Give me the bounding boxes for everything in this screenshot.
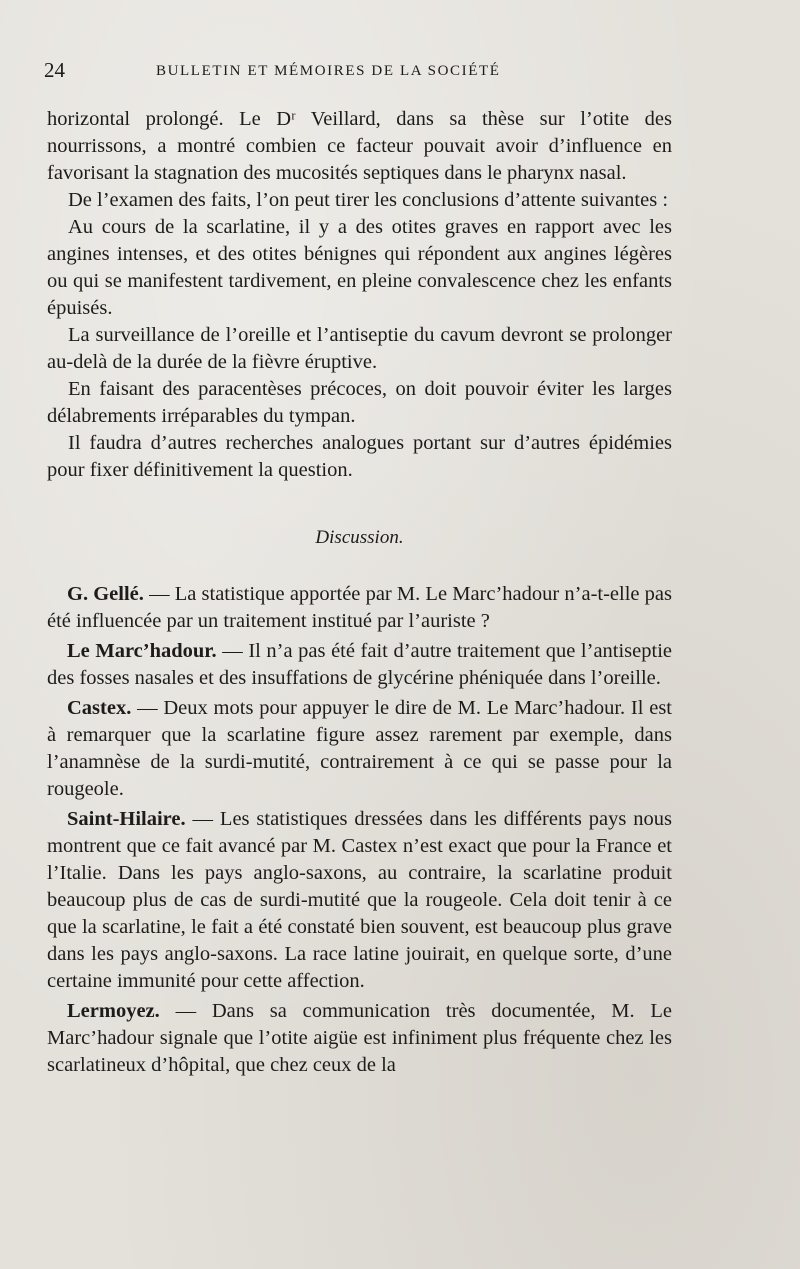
speaker-name: G. Gellé.	[67, 583, 144, 605]
discussion-heading: Discussion.	[315, 527, 404, 548]
page-header	[44, 58, 690, 88]
speaker-name: Saint-Hilaire.	[67, 808, 186, 830]
paragraph-conclusions-intro: De l’examen des faits, l’on peut tirer les conclusions d’attente suivantes :	[68, 189, 669, 211]
running-title: BULLETIN ET MÉMOIRES DE LA SOCIÉTÉ	[156, 63, 501, 79]
page-body	[47, 106, 672, 1082]
speaker-text: — La statistique apportée par M. Le Marc’hadour n’a-t-elle pas été influencée par un traitement institué par l’auriste ?	[47, 583, 672, 632]
paragraph-conclusion-otites: Au cours de la scarlatine, il y a des otites graves en rapport avec les angines intenses, et des otites bénignes qui répondent aux angines légères ou qui se manifestent tardivement, en pleine convalescence chez les enfants épuisés.	[47, 216, 672, 319]
discussion-entry-castex	[47, 695, 672, 803]
speaker-text: — Dans sa communication très documentée, M. Le Marc’hadour signale que l’otite aigüe est infiniment plus fréquente chez les scarlatineux d’hôpital, que chez ceux de la	[47, 1000, 672, 1076]
speaker-name: Lermoyez.	[67, 1000, 160, 1022]
page-number: 24	[44, 58, 65, 82]
discussion-entry-saint-hilaire	[47, 806, 672, 995]
speaker-text: — Les statistiques dressées dans les différents pays nous montrent que ce fait avancé par M. Castex n’est exact que pour la France et l’Italie. Dans les pays anglo-saxons, au contraire, la scarlatine produit beaucoup plus de cas de surdi-mutité que la rougeole. Cela doit tenir à ce que la scarlatine, le fait a été constaté bien souvent, est beaucoup plus grave dans les pays anglo-saxons. La race latine jouirait, en quelque sorte, d’une certaine immunité pour cette affection.	[47, 808, 672, 992]
paragraph-continuation: horizontal prolongé. Le Dʳ Veillard, dans sa thèse sur l’otite des nourrissons, a montré combien ce facteur pouvait avoir d’influence en favorisant la stagnation des mucosités septiques dans le pharynx nasal.	[47, 108, 672, 184]
speaker-text: — Il n’a pas été fait d’autre traitement que l’antiseptie des fosses nasales et des insuffations de glycérine phéniquée dans l’oreille.	[47, 640, 672, 689]
speaker-name: Castex.	[67, 697, 132, 719]
discussion-entry-lermoyez	[47, 998, 672, 1079]
paragraph-conclusion-recherches: Il faudra d’autres recherches analogues portant sur d’autres épidémies pour fixer définitivement la question.	[47, 432, 672, 481]
discussion-entry-le-marchadour	[47, 638, 672, 692]
paragraph-conclusion-paracenteses: En faisant des paracentèses précoces, on doit pouvoir éviter les larges délabrements irréparables du tympan.	[47, 378, 672, 427]
speaker-text: — Deux mots pour appuyer le dire de M. Le Marc’hadour. Il est à remarquer que la scarlatine figure assez rarement par exemple, dans l’anamnèse de la surdi-mutité, contrairement à ce qui se passe pour la rougeole.	[47, 697, 672, 800]
speaker-name: Le Marc’hadour.	[67, 640, 217, 662]
paragraph-conclusion-surveillance: La surveillance de l’oreille et l’antiseptie du cavum devront se prolonger au-delà de la durée de la fièvre éruptive.	[47, 324, 672, 373]
discussion-entry-gelle	[47, 581, 672, 635]
